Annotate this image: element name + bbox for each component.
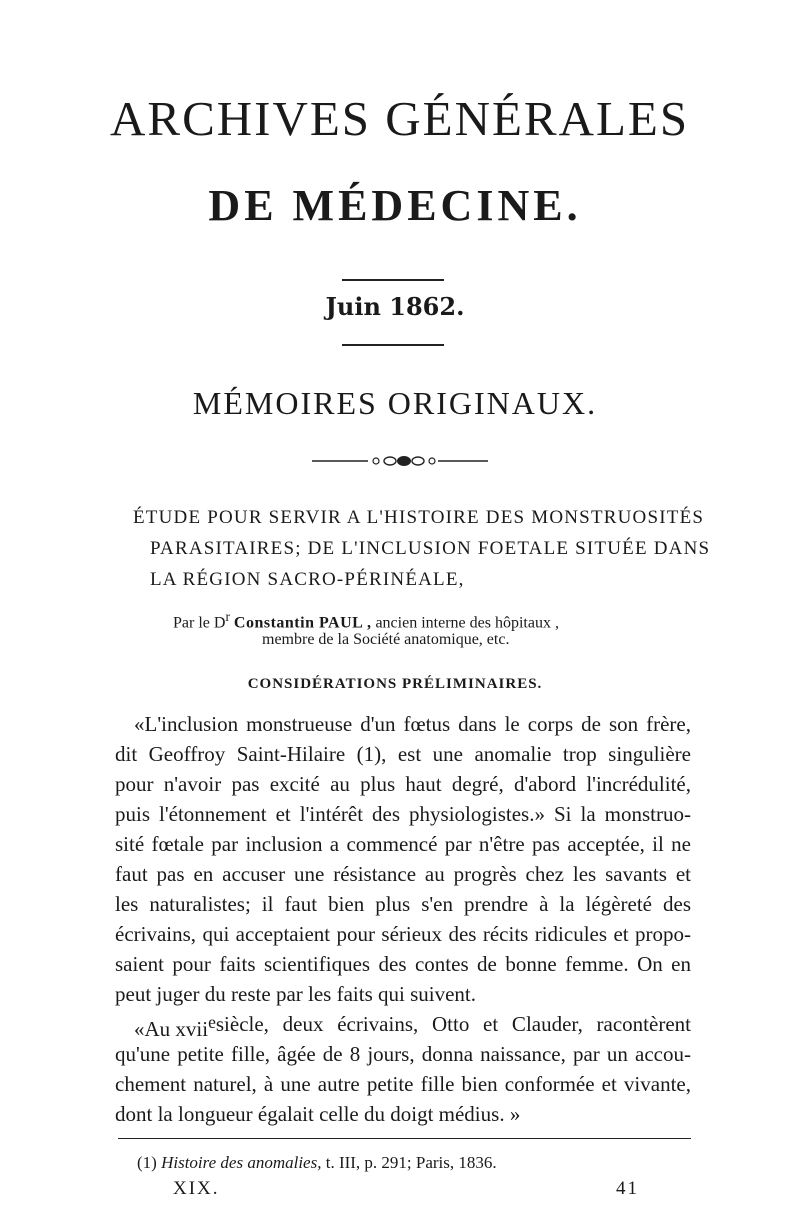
page-number: 41 — [616, 1178, 639, 1199]
article-title-line3: LA RÉGION SACRO-PÉRINÉALE, — [150, 569, 465, 590]
paragraph1-line: sité fœtale par inclusion a commencé par n'être pas acceptée, il ne — [115, 832, 691, 856]
journal-title-line1: ARCHIVES GÉNÉRALES — [110, 91, 690, 146]
footnote-title: Histoire des anomalies, — [161, 1153, 322, 1172]
author-line — [173, 609, 559, 632]
author-prefix: Par le D — [173, 614, 226, 632]
paragraph2-start-sup: e — [208, 1012, 216, 1032]
paragraph2-rest: siècle, deux écrivains, Otto et Clauder, racontèrent — [215, 1012, 691, 1036]
paragraph2-line: dont la longueur égalait celle du doigt médius. » — [115, 1102, 521, 1126]
subheading: CONSIDÉRATIONS PRÉLIMINAIRES. — [247, 676, 543, 692]
paragraph1-line: les naturalistes; il faut bien plus s'en prendre à la légèreté des — [115, 892, 691, 916]
rule-upper — [342, 279, 444, 281]
paragraph1-line: écrivains, qui acceptaient pour sérieux des récits ridicules et propo- — [115, 922, 691, 946]
paragraph1-line: pour n'avoir pas excité au plus haut degré, d'abord l'incrédulité, — [115, 772, 691, 796]
paragraph1-line: faut pas en accuser une résistance au progrès chez les savants et — [115, 862, 691, 886]
footnote-marker: (1) — [137, 1153, 157, 1172]
ornament-divider — [310, 445, 490, 475]
paragraph1-line: «L'inclusion monstrueuse d'un fœtus dans le corps de son frère, — [134, 712, 691, 736]
article-title-line1: ÉTUDE POUR SERVIR A L'HISTOIRE DES MONSTRUOSITÉS — [133, 507, 705, 528]
signature-mark: XIX. — [173, 1178, 220, 1199]
footnote-rule — [118, 1138, 691, 1139]
paragraph1-line: peut juger du reste par les faits qui suivent. — [115, 982, 476, 1006]
paragraph2-start — [134, 1012, 216, 1042]
rule-lower — [342, 344, 444, 346]
paragraph2-line: qu'une petite fille, âgée de 8 jours, donna naissance, par un accou- — [115, 1042, 691, 1066]
paragraph1-line: dit Geoffroy Saint-Hilaire (1), est une anomalie trop singulière — [115, 742, 691, 766]
paragraph2-line: chement naturel, à une autre petite fille bien conformée et vivante, — [115, 1072, 691, 1096]
footnote-rest: t. III, p. 291; Paris, 1836. — [321, 1153, 497, 1172]
paragraph2-line1 — [134, 1012, 691, 1042]
issue-date: Juin 1862. — [325, 292, 465, 321]
paragraph1-line: puis l'étonnement et l'intérêt des physiologistes.» Si la monstruo- — [115, 802, 691, 826]
footnote — [137, 1153, 497, 1173]
author-affiliation-2: membre de la Société anatomique, etc. — [262, 631, 510, 648]
article-title-line2: PARASITAIRES; DE L'INCLUSION FOETALE SITUÉE DANS — [150, 538, 711, 559]
author-name: Constantin PAUL , — [233, 614, 372, 632]
section-title: MÉMOIRES ORIGINAUX. — [192, 385, 598, 421]
journal-title-line2: DE MÉDECINE. — [208, 181, 582, 230]
paragraph1-line: saient pour faits scientifiques des contes de bonne femme. On en — [115, 952, 691, 976]
author-affiliation-1: ancien interne des hôpitaux , — [375, 614, 559, 632]
author-prefix-sup: r — [225, 609, 230, 624]
paragraph2-start-text: «Au xvii — [134, 1017, 209, 1041]
